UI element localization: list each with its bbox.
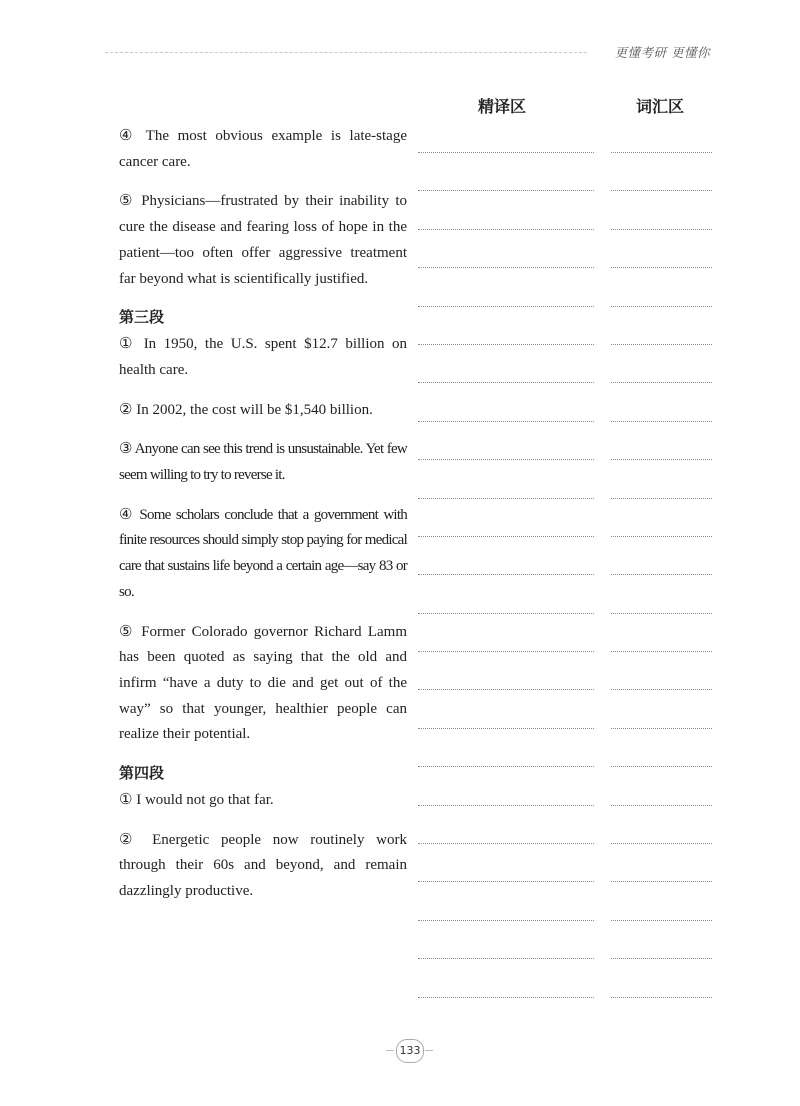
vocabulary-line[interactable] (611, 229, 712, 230)
vocabulary-writing-lines (611, 152, 712, 1035)
translation-line[interactable] (418, 190, 594, 191)
translation-line[interactable] (418, 382, 594, 383)
page-number: 133 (396, 1039, 424, 1063)
vocabulary-line[interactable] (611, 805, 712, 806)
sentence-p2-4: ④ The most obvious example is late-stage cancer care. (119, 128, 407, 170)
translation-line[interactable] (418, 651, 594, 652)
vocabulary-line[interactable] (611, 689, 712, 690)
translation-line[interactable] (418, 229, 594, 230)
vocabulary-line[interactable] (611, 843, 712, 844)
translation-column-heading: 精译区 (478, 97, 527, 116)
vocabulary-line[interactable] (611, 651, 712, 652)
translation-line[interactable] (418, 805, 594, 806)
sentence-p3-2: ② In 2002, the cost will be $1,540 billion. (119, 401, 373, 418)
translation-line[interactable] (418, 613, 594, 614)
vocabulary-line[interactable] (611, 574, 712, 575)
translation-line[interactable] (418, 881, 594, 882)
vocabulary-line[interactable] (611, 536, 712, 537)
translation-line[interactable] (418, 459, 594, 460)
passage-text (119, 124, 407, 905)
sentence-p4-1: ① I would not go that far. (119, 792, 274, 809)
section-title-3: 第三段 (119, 308, 165, 327)
sentence-p3-1: ① In 1950, the U.S. spent $12.7 billion on health care. (119, 336, 407, 378)
page-number-ornament-right (425, 1050, 433, 1051)
translation-line[interactable] (418, 728, 594, 729)
translation-line[interactable] (418, 766, 594, 767)
vocabulary-line[interactable] (611, 498, 712, 499)
translation-line[interactable] (418, 920, 594, 921)
vocabulary-line[interactable] (611, 958, 712, 959)
vocabulary-line[interactable] (611, 344, 712, 345)
translation-line[interactable] (418, 843, 594, 844)
translation-line[interactable] (418, 536, 594, 537)
vocabulary-line[interactable] (611, 881, 712, 882)
vocabulary-line[interactable] (611, 267, 712, 268)
translation-line[interactable] (418, 306, 594, 307)
translation-writing-lines (418, 152, 594, 1035)
vocabulary-line[interactable] (611, 306, 712, 307)
page-number-ornament-left (386, 1050, 394, 1051)
vocabulary-line[interactable] (611, 152, 712, 153)
translation-line[interactable] (418, 344, 594, 345)
sentence-p4-2: ② Energetic people now routinely work through their 60s and beyond, and remain dazzlingly productive. (119, 831, 407, 900)
translation-line[interactable] (418, 574, 594, 575)
vocabulary-line[interactable] (611, 728, 712, 729)
translation-line[interactable] (418, 498, 594, 499)
vocabulary-column-heading: 词汇区 (636, 97, 685, 116)
vocabulary-line[interactable] (611, 920, 712, 921)
translation-line[interactable] (418, 997, 594, 998)
vocabulary-line[interactable] (611, 382, 712, 383)
sentence-p3-3: ③ Anyone can see this trend is unsustainable. Yet few seem willing to try to reverse it. (119, 441, 407, 484)
vocabulary-line[interactable] (611, 613, 712, 614)
vocabulary-line[interactable] (611, 421, 712, 422)
vocabulary-line[interactable] (611, 459, 712, 460)
sentence-p3-4: ④ Some scholars conclude that a government with finite resources should simply stop paying for medical care that sustains life beyond a certain age—say 83 or so. (119, 506, 407, 600)
translation-line[interactable] (418, 958, 594, 959)
translation-line[interactable] (418, 421, 594, 422)
vocabulary-line[interactable] (611, 997, 712, 998)
sentence-p3-5: ⑤ Former Colorado governor Richard Lamm has been quoted as saying that the old and infirm “have a duty to die and get out of the way” so that younger, healthier people can realize their potential. (119, 623, 407, 743)
translation-line[interactable] (418, 267, 594, 268)
vocabulary-line[interactable] (611, 190, 712, 191)
header-slogan: 更懂考研 更懂你 (614, 45, 710, 60)
translation-line[interactable] (418, 689, 594, 690)
section-title-4: 第四段 (119, 764, 165, 783)
translation-line[interactable] (418, 152, 594, 153)
sentence-p2-5: ⑤ Physicians—frustrated by their inability to cure the disease and fearing loss of hope in the patient—too often offer aggressive treatment far beyond what is scientifically justified. (119, 193, 407, 287)
header-rule (105, 52, 587, 53)
vocabulary-line[interactable] (611, 766, 712, 767)
